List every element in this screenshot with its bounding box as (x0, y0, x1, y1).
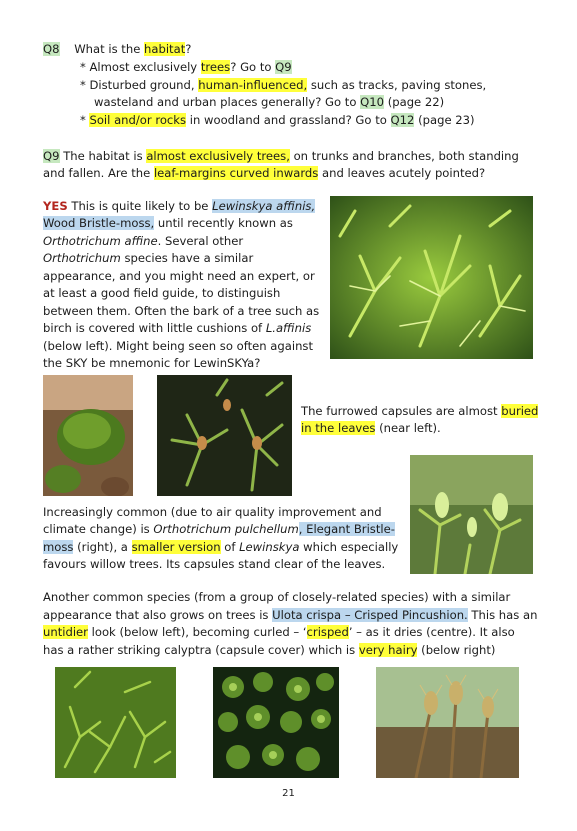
capsules-caption-l1: The furrowed capsules are almost buried (301, 404, 539, 418)
yes-paragraph-l7: between them. Often the bark of a tree such as (43, 304, 320, 318)
capsules-caption-l2: in the leaves (near left). (301, 421, 441, 435)
yes-paragraph-l1: YES This is quite likely to be Lewinskya affinis, (43, 199, 316, 213)
highlight-habitat: habitat (144, 42, 186, 56)
yes-paragraph-l2: Wood Bristle-moss, until recently known as (43, 216, 293, 230)
photo-moss-cushion-on-bark (43, 375, 133, 496)
photo-orthotrichum-pulchellum (410, 455, 533, 574)
q9-question: Q9 The habitat is almost exclusively trees, on trunks and branches, both standing (43, 149, 519, 163)
photo-lewinskya-closeup (330, 196, 533, 359)
ulota-l2: appearance that also grows on trees is Ulota crispa – Crisped Pincushion. This has an (43, 608, 538, 622)
link-q12[interactable]: Q12 (390, 113, 415, 127)
link-q10[interactable]: Q10 (360, 95, 385, 109)
q9-question-line2: and fallen. Are the leaf-margins curved inwards and leaves acutely pointed? (43, 166, 486, 180)
q8-option-disturbed-line2: wasteland and urban places generally? Go to Q10 (page 22) (94, 95, 445, 109)
species-orthotrichum-pulchellum: Orthotrichum pulchellum (153, 522, 299, 536)
photo-ulota-crisped (213, 667, 339, 778)
yes-label: YES (43, 199, 68, 213)
q8-number: Q8 (43, 42, 60, 56)
yes-paragraph-l3: Orthotrichum affine. Several other (43, 234, 244, 248)
ulota-l4: has a rather striking calyptra (capsule cover) which is very hairy (below right) (43, 643, 496, 657)
species-ulota-crispa: Ulota crispa – Crisped Pincushion. (272, 608, 468, 622)
photo-furrowed-capsules (157, 375, 292, 496)
q9-number: Q9 (43, 149, 60, 163)
pulchellum-l4: favours willow trees. Its capsules stand clear of the leaves. (43, 557, 386, 571)
yes-paragraph-l10: the SKY be mnemonic for LewinSKYa? (43, 356, 261, 370)
pulchellum-l1: Increasingly common (due to air quality improvement and (43, 505, 382, 519)
yes-paragraph-l8: birch is covered with little cushions of L.affinis (43, 321, 312, 335)
yes-paragraph-l5: appearance, and you might need an expert, or (43, 269, 315, 283)
q8-option-disturbed: * Disturbed ground, human-influenced, such as tracks, paving stones, (80, 78, 487, 92)
pulchellum-l3: moss (right), a smaller version of Lewinskya which especially (43, 540, 399, 554)
ulota-l3: untidier look (below left), becoming curled – ‘crisped’ – as it dries (centre). It also (43, 625, 515, 639)
link-q9[interactable]: Q9 (275, 60, 292, 74)
pulchellum-l2: climate change) is Orthotrichum pulchellum, Elegant Bristle- (43, 522, 395, 536)
q8-option-soil: * Soil and/or rocks in woodland and grassland? Go to Q12 (page 23) (80, 113, 475, 127)
ulota-l1: Another common species (from a group of closely-related species) with a similar (43, 590, 511, 604)
species-lewinskya-affinis: Lewinskya affinis, (212, 199, 316, 213)
yes-paragraph-l9: (below left). Might being seen so often against (43, 339, 314, 353)
q8-question: Q8 What is the habitat? (43, 42, 192, 56)
q8-option-trees: * Almost exclusively trees? Go to Q9 (80, 60, 292, 74)
photo-ulota-hairy-calyptra (376, 667, 519, 778)
yes-paragraph-l6: at least a good field guide, to distinguish (43, 286, 281, 300)
common-name-wood-bristle-moss: Wood Bristle-moss, (43, 216, 155, 230)
page-number: 21 (282, 788, 295, 799)
yes-paragraph-l4: Orthotrichum species have a similar (43, 251, 254, 265)
photo-ulota-untidy (55, 667, 176, 778)
